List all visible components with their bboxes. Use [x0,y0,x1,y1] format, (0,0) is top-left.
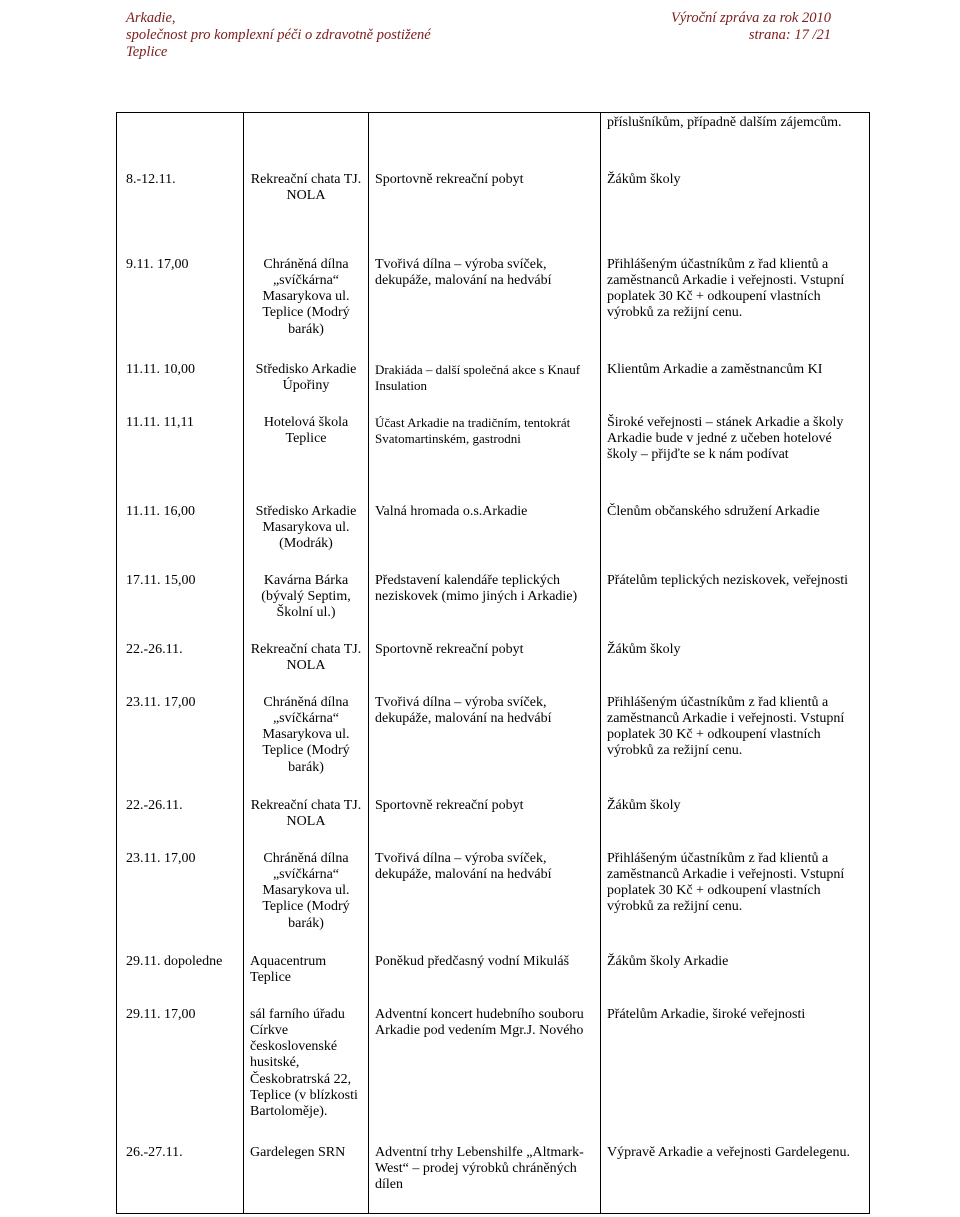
event-place: Středisko Arkadie Masarykova ul. (Modrák) [244,504,369,573]
event-place: Chráněná dílna „svíčkárna“ Masarykova ul. Teplice (Modrý barák) [244,695,369,798]
event-date: 11.11. 10,00 [117,362,244,415]
event-date: 17.11. 15,00 [117,573,244,642]
event-action: Adventní trhy Lebenshilfe „Altmark- West“ – prodej výrobků chráněných dílen [369,1145,601,1214]
event-date: 23.11. 17,00 [117,851,244,954]
header-row-3 [126,44,831,61]
event-place: Středisko Arkadie Úpořiny [244,362,369,415]
event-action: Tvořivá dílna – výroba svíček, dekupáže, malování na hedvábí [369,695,601,798]
event-date: 22.-26.11. [117,642,244,695]
events-table [116,112,870,1214]
event-date: 23.11. 17,00 [117,695,244,798]
event-date: 8.-12.11. [117,172,244,257]
event-place: Chráněná dílna „svíčkárna“ Masarykova ul. Teplice (Modrý barák) [244,851,369,954]
event-date: 29.11. dopoledne [117,954,244,1007]
event-place: Aquacentrum Teplice [244,954,369,1007]
table-row [117,1007,870,1145]
event-date: 29.11. 17,00 [117,1007,244,1145]
event-action: Sportovně rekreační pobyt [369,642,601,695]
event-date: 9.11. 17,00 [117,257,244,362]
table-row [117,362,870,415]
event-target: příslušníkům, případně dalším zájemcům. [601,113,870,172]
report-title: Výroční zpráva za rok 2010 [670,10,831,26]
event-action: Adventní koncert hudebního souboru Arkadie pod vedením Mgr.J. Nového [369,1007,601,1145]
event-place: sál farního úřadu Církve československé husitské, Českobratrská 22, Teplice (v blízkosti Bartoloměje). [244,1007,369,1145]
table-row [117,1145,870,1214]
event-target: Členům občanského sdružení Arkadie [601,504,870,573]
event-target: Žákům školy [601,642,870,695]
event-target: Přihlášeným účastníkům z řad klientů a zaměstnanců Arkadie i veřejnosti. Vstupní poplatek 30 Kč + odkoupení vlastních výrobků za režijní cenu. [601,257,870,362]
page-number: strana: 17 /21 [748,27,831,43]
table-row [117,851,870,954]
org-city: Teplice [126,44,168,60]
event-date: 26.-27.11. [117,1145,244,1214]
page-header [126,10,831,61]
event-action: Drakiáda – další společná akce s Knauf Insulation [369,362,601,415]
event-action: Představení kalendáře teplických neziskovek (mimo jiných i Arkadie) [369,573,601,642]
event-place: Gardelegen SRN [244,1145,369,1214]
event-date: 22.-26.11. [117,798,244,851]
event-target: Přátelům Arkadie, široké veřejnosti [601,1007,870,1145]
event-date [117,113,244,172]
event-place [244,113,369,172]
event-action: Valná hromada o.s.Arkadie [369,504,601,573]
event-target: Žákům školy Arkadie [601,954,870,1007]
table-row [117,573,870,642]
event-target: Klientům Arkadie a zaměstnancům KI [601,362,870,415]
event-action: Účast Arkadie na tradičním, tentokrát Svatomartinském, gastrodni [369,415,601,504]
event-target: Přátelům teplických neziskovek, veřejnosti [601,573,870,642]
table-row [117,798,870,851]
event-action: Sportovně rekreační pobyt [369,798,601,851]
org-name: Arkadie, [126,10,176,26]
event-action [369,113,601,172]
event-date: 11.11. 16,00 [117,504,244,573]
event-place: Chráněná dílna „svíčkárna“ Masarykova ul. Teplice (Modrý barák) [244,257,369,362]
header-row-1 [126,10,831,27]
event-place: Rekreační chata TJ. NOLA [244,798,369,851]
table-row [117,695,870,798]
table-row [117,415,870,504]
event-target: Přihlášeným účastníkům z řad klientů a zaměstnanců Arkadie i veřejnosti. Vstupní poplatek 30 Kč + odkoupení vlastních výrobků za režijní cenu. [601,695,870,798]
table-row [117,954,870,1007]
table-row [117,257,870,362]
table-row [117,642,870,695]
event-target: Výpravě Arkadie a veřejnosti Gardelegenu. [601,1145,870,1214]
event-target: Široké veřejnosti – stánek Arkadie a školy Arkadie bude v jedné z učeben hotelové školy – přijďte se k nám podívat [601,415,870,504]
event-action: Sportovně rekreační pobyt [369,172,601,257]
table-row [117,172,870,257]
event-target: Přihlášeným účastníkům z řad klientů a zaměstnanců Arkadie i veřejnosti. Vstupní poplatek 30 Kč + odkoupení vlastních výrobků za režijní cenu. [601,851,870,954]
event-target: Žákům školy [601,172,870,257]
event-place: Kavárna Bárka (bývalý Septim, Školní ul.) [244,573,369,642]
event-date: 11.11. 11,11 [117,415,244,504]
event-action: Poněkud předčasný vodní Mikuláš [369,954,601,1007]
org-description: společnost pro komplexní péči o zdravotně postižené [126,27,431,43]
event-place: Rekreační chata TJ. NOLA [244,642,369,695]
event-target: Žákům školy [601,798,870,851]
event-place: Rekreační chata TJ. NOLA [244,172,369,257]
table-row [117,504,870,573]
event-action: Tvořivá dílna – výroba svíček, dekupáže, malování na hedvábí [369,257,601,362]
table-row [117,113,870,172]
header-row-2 [126,27,831,44]
event-action: Tvořivá dílna – výroba svíček, dekupáže, malování na hedvábí [369,851,601,954]
event-place: Hotelová škola Teplice [244,415,369,504]
